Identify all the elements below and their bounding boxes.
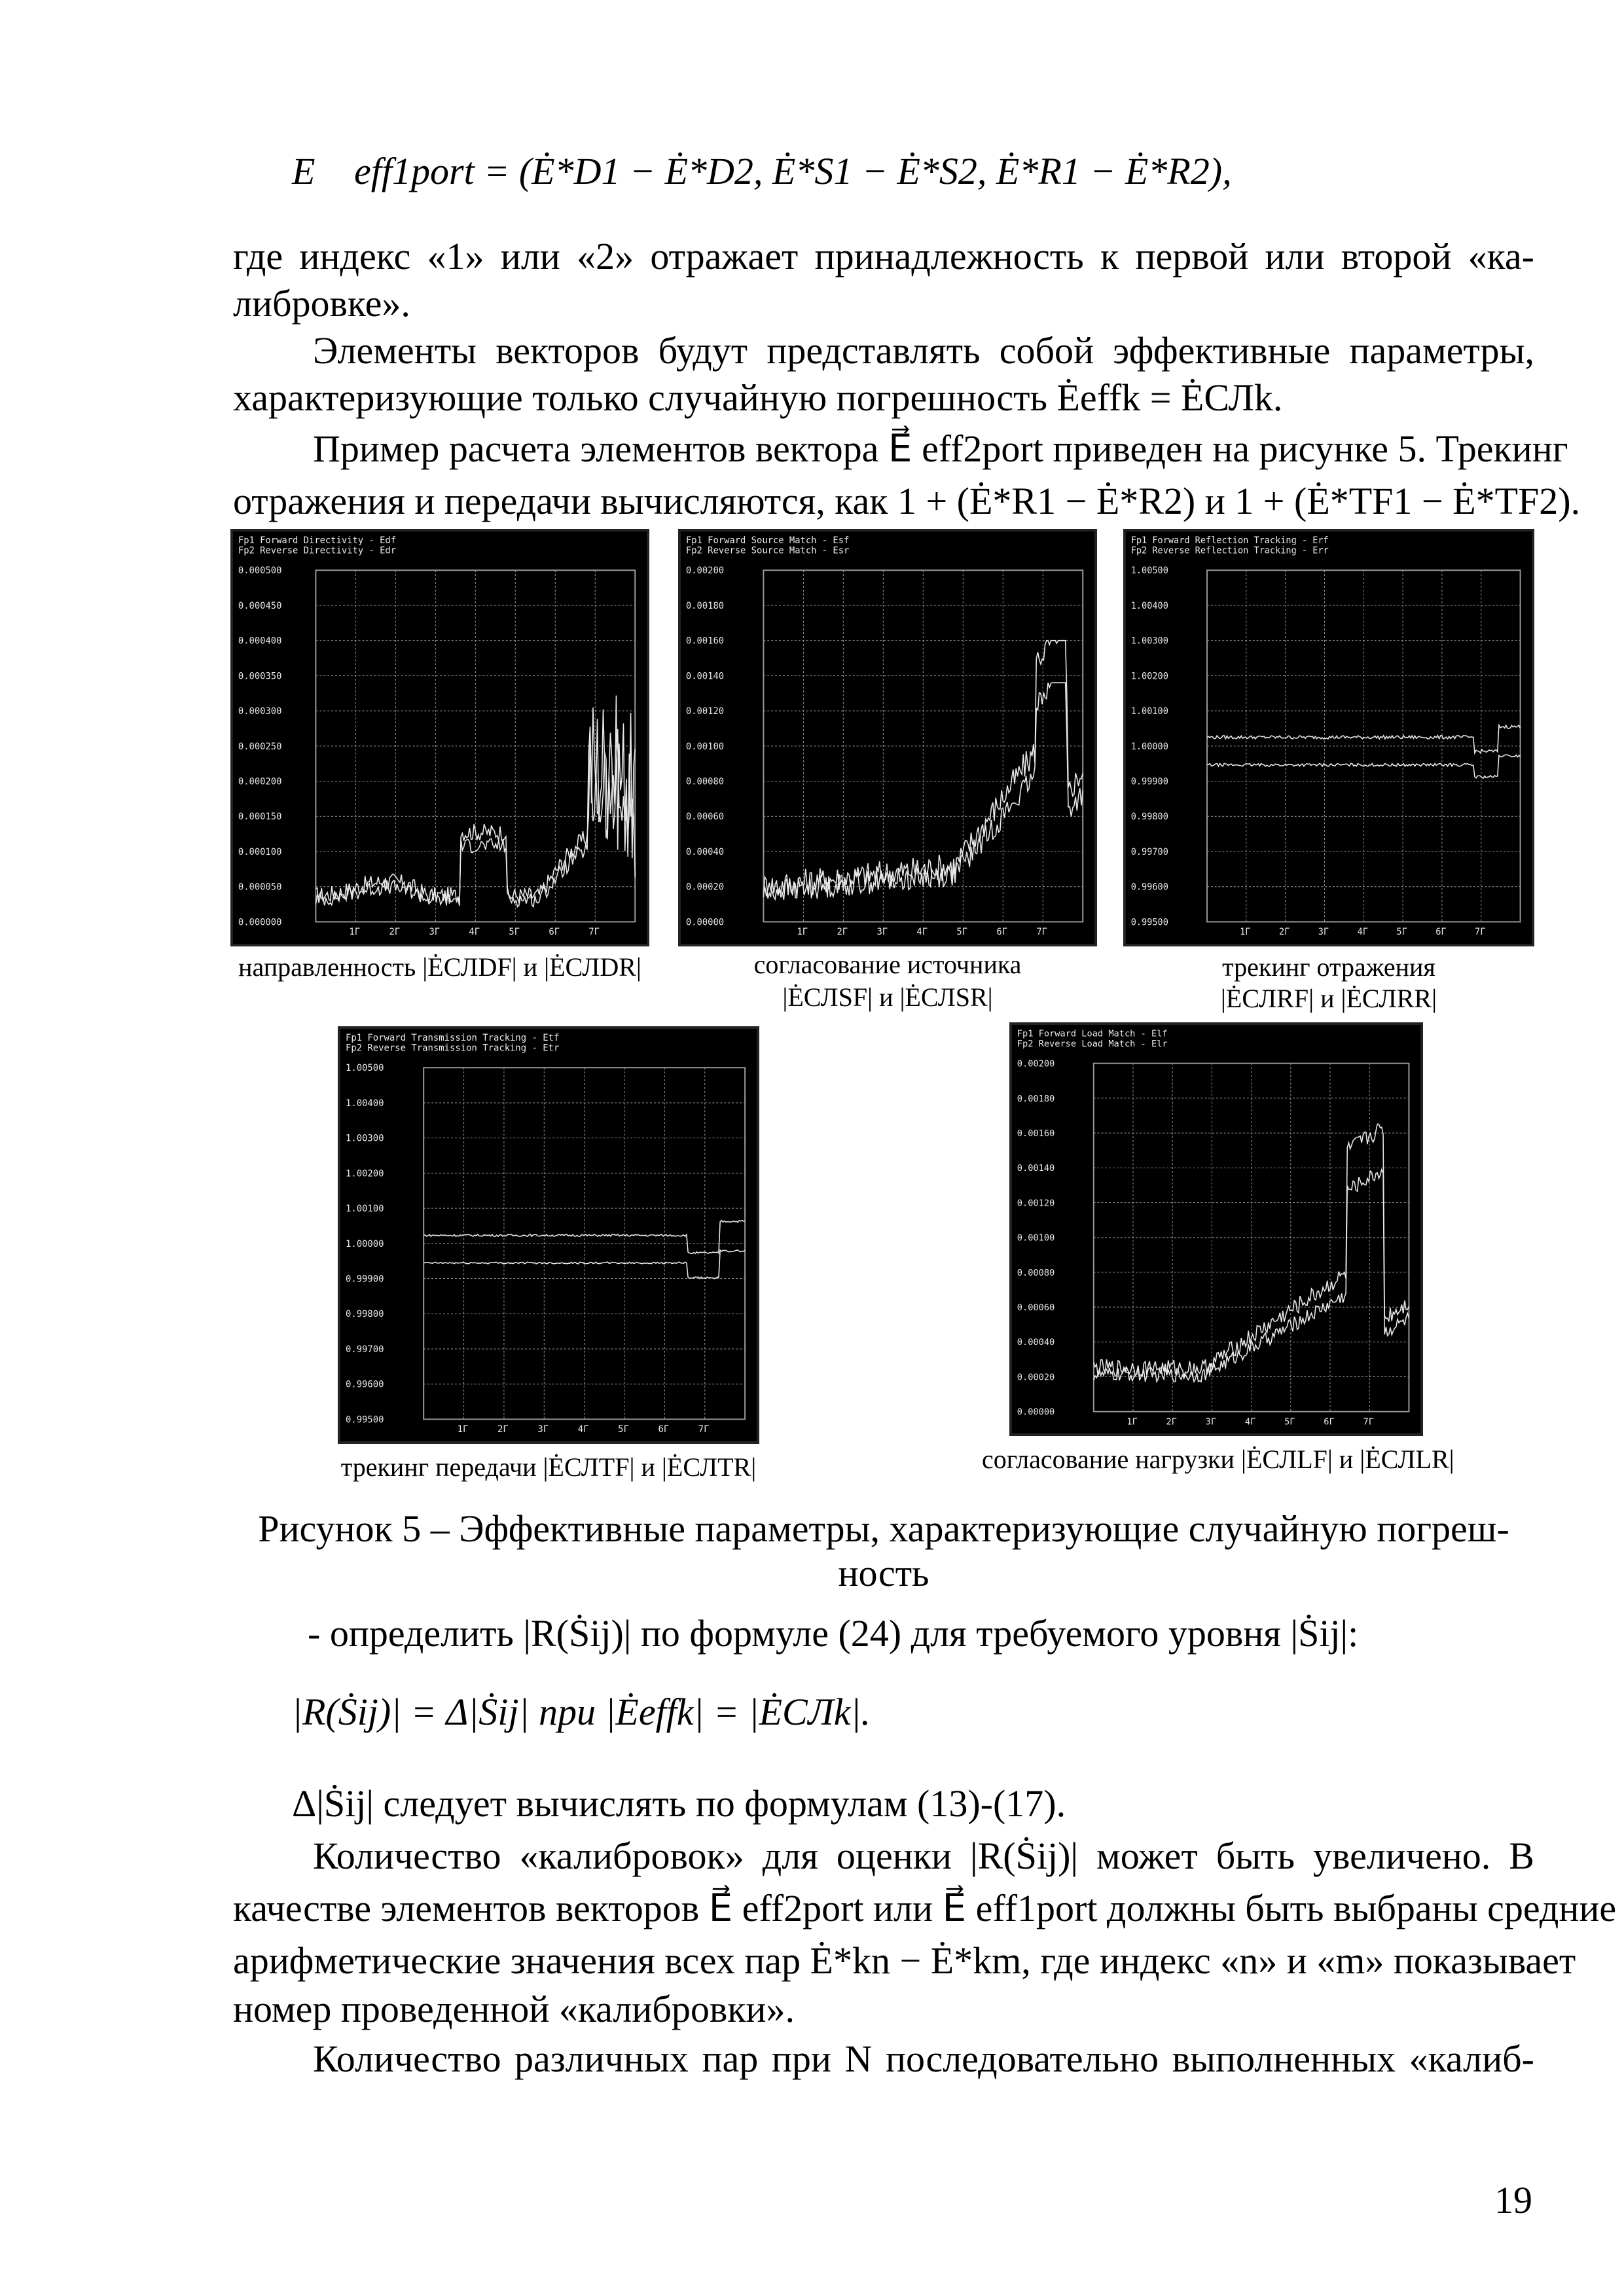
y-tick-label: 0.00100 (1017, 1232, 1055, 1244)
y-tick-label: 0.99500 (1130, 917, 1168, 928)
y-tick-label: 1.00100 (345, 1204, 384, 1215)
x-tick-label: 2Г (837, 927, 848, 938)
panel-title-2: Fp2 Reverse Reflection Tracking - Err (1130, 545, 1329, 556)
y-tick-label: 0.00160 (685, 636, 725, 647)
panel-directivity (230, 529, 649, 946)
paragraph-5: Δ|Ṡij| следует вычислять по формулам (13)-(17). (292, 1782, 1066, 1825)
trace-1 (1094, 1124, 1409, 1376)
y-tick-label: 0.99900 (345, 1274, 384, 1285)
paragraph-1-line-1: где индекс «1» или «2» отражает принадлежность к первой или второй «ка- (233, 235, 1534, 278)
paragraph-3-line-2: отражения и передачи вычисляются, как 1 + (Ė*R1 − Ė*R2) и 1 + (Ė*TF1 − Ė*TF2). (233, 480, 1581, 522)
y-tick-label: 0.99700 (345, 1344, 384, 1355)
y-tick-label: 0.00020 (685, 882, 725, 893)
y-tick-label: 0.00080 (685, 776, 725, 787)
x-tick-label: 7Г (588, 927, 600, 938)
y-tick-label: 0.00180 (685, 600, 725, 611)
equation-e1port: E⃗ eff1port = (Ė*D1 − Ė*D2, Ė*S1 − Ė*S2, Ė*R1 − Ė*R2), (292, 150, 1232, 192)
x-tick-label: 5Г (1284, 1416, 1295, 1427)
panel-title-1: Fp1 Forward Reflection Tracking - Erf (1130, 535, 1329, 546)
y-tick-label: 0.00200 (1017, 1058, 1055, 1069)
y-tick-label: 0.000300 (238, 706, 282, 717)
panel-title-1: Fp1 Forward Directivity - Edf (238, 535, 397, 546)
y-tick-label: 0.99500 (345, 1414, 384, 1426)
x-tick-label: 3Г (876, 927, 888, 938)
y-tick-label: 0.000050 (238, 882, 282, 893)
y-tick-label: 0.000000 (238, 917, 282, 928)
trace-1 (424, 1221, 745, 1254)
page-number: 19 (1494, 2179, 1532, 2221)
y-tick-label: 0.00160 (1017, 1128, 1055, 1139)
panel-title-2: Fp2 Reverse Source Match - Esr (685, 545, 850, 556)
y-tick-label: 0.00120 (685, 706, 725, 717)
x-tick-label: 7Г (1475, 927, 1486, 938)
y-tick-label: 0.99800 (1130, 812, 1168, 823)
caption-load-match: согласование нагрузки |ĖСЛLF| и |ĖСЛLR| (982, 1444, 1454, 1474)
x-tick-label: 3Г (1318, 927, 1329, 938)
y-tick-label: 1.00200 (345, 1168, 384, 1179)
caption-transmission-tracking: трекинг передачи |ĖСЛTF| и |ĖСЛTR| (340, 1452, 757, 1482)
x-tick-label: 7Г (1036, 927, 1048, 938)
y-tick-label: 1.00200 (1130, 671, 1168, 682)
paragraph-6-line-1: Количество «калибровок» для оценки |R(Ṡij)| может быть увеличено. В (313, 1835, 1534, 1877)
figure-caption-line-2: ность (838, 1552, 929, 1594)
y-tick-label: 0.00080 (1017, 1267, 1055, 1278)
x-tick-label: 3Г (1205, 1416, 1217, 1427)
y-tick-label: 0.00140 (685, 671, 725, 682)
figure-caption-line-1: Рисунок 5 – Эффективные параметры, характеризующие случайную погреш- (258, 1507, 1509, 1550)
y-tick-label: 0.000500 (238, 565, 282, 577)
y-tick-label: 0.00020 (1017, 1372, 1055, 1383)
paragraph-2-line-2: характеризующие только случайную погрешность Ėeffk = ĖСЛk. (233, 376, 1283, 419)
y-tick-label: 1.00400 (345, 1098, 384, 1109)
y-tick-label: 0.00120 (1017, 1198, 1055, 1209)
paragraph-2-line-1: Элементы векторов будут представлять собой эффективные параметры, (313, 329, 1534, 372)
y-tick-label: 0.000100 (238, 846, 282, 857)
panel-reflection-tracking (1123, 529, 1534, 946)
y-tick-label: 0.000150 (238, 812, 282, 823)
y-tick-label: 0.00060 (1017, 1302, 1055, 1314)
y-tick-label: 0.00140 (1017, 1163, 1055, 1174)
y-tick-label: 1.00000 (1130, 741, 1168, 752)
x-tick-label: 6Г (1324, 1416, 1335, 1427)
y-tick-label: 0.000200 (238, 776, 282, 787)
caption-directivity: направленность |ĖСЛDF| и |ĖСЛDR| (238, 952, 641, 982)
x-tick-label: 2Г (497, 1424, 509, 1435)
y-tick-label: 1.00500 (1130, 565, 1168, 577)
y-tick-label: 1.00300 (345, 1133, 384, 1144)
y-tick-label: 0.99600 (1130, 882, 1168, 893)
x-tick-label: 6Г (549, 927, 560, 938)
panel-source-match (678, 529, 1097, 946)
paragraph-6-line-2: качестве элементов векторов E⃗ eff2port или E⃗ eff1port должны быть выбраны средние (233, 1887, 1617, 1929)
x-tick-label: 4Г (1357, 927, 1368, 938)
y-tick-label: 1.00100 (1130, 706, 1168, 717)
y-tick-label: 0.000400 (238, 636, 282, 647)
x-tick-label: 5Г (618, 1424, 629, 1435)
x-tick-label: 6Г (1435, 927, 1447, 938)
y-tick-label: 0.00000 (1017, 1407, 1055, 1418)
caption-source-match-2: |ĖСЛSF| и |ĖСЛSR| (782, 982, 993, 1012)
x-tick-label: 4Г (469, 927, 480, 938)
equation-r-sij: |R(Ṡij)| = Δ|Ṡij| при |Ėeffk| = |ĖСЛk|. (292, 1691, 871, 1733)
x-tick-label: 4Г (916, 927, 928, 938)
y-tick-label: 0.00040 (1017, 1337, 1055, 1348)
paragraph-6-line-4: номер проведенной «калибровки». (233, 1988, 795, 2030)
y-tick-label: 1.00000 (345, 1238, 384, 1249)
x-tick-label: 5Г (1396, 927, 1407, 938)
x-tick-label: 1Г (797, 927, 808, 938)
x-tick-label: 4Г (577, 1424, 589, 1435)
panel-title-2: Fp2 Reverse Transmission Tracking - Etr (345, 1043, 560, 1054)
paragraph-3-line-1: Пример расчета элементов вектора E⃗ eff2port приведен на рисунке 5. Трекинг (313, 427, 1568, 470)
x-tick-label: 6Г (996, 927, 1008, 938)
x-tick-label: 2Г (1166, 1416, 1177, 1427)
x-tick-label: 7Г (1363, 1416, 1374, 1427)
x-tick-label: 1Г (1240, 927, 1251, 938)
caption-reflection-tracking-2: |ĖСЛRF| и |ĖСЛRR| (1220, 984, 1437, 1013)
x-tick-label: 6Г (658, 1424, 670, 1435)
x-tick-label: 5Г (509, 927, 520, 938)
y-tick-label: 0.99600 (345, 1379, 384, 1390)
paragraph-1-line-2: либровке». (233, 282, 410, 325)
y-tick-label: 0.00100 (685, 741, 725, 752)
y-tick-label: 0.99900 (1130, 776, 1168, 787)
paragraph-6-line-3: арифметические значения всех пар Ė*kn − Ė*km, где индекс «n» и «m» показывает (233, 1939, 1576, 1982)
panel-title-2: Fp2 Reverse Load Match - Elr (1017, 1039, 1168, 1050)
y-tick-label: 0.00180 (1017, 1093, 1055, 1104)
panel-transmission-tracking (338, 1026, 759, 1444)
panel-load-match (1009, 1022, 1423, 1436)
y-tick-label: 0.99700 (1130, 846, 1168, 857)
caption-reflection-tracking-1: трекинг отражения (1222, 952, 1435, 982)
paragraph-7: Количество различных пар при N последовательно выполненных «калиб- (313, 2037, 1534, 2080)
y-tick-label: 0.00060 (685, 812, 725, 823)
y-tick-label: 0.00200 (685, 565, 725, 577)
y-tick-label: 1.00400 (1130, 600, 1168, 611)
y-tick-label: 0.99800 (345, 1309, 384, 1320)
y-tick-label: 0.00000 (685, 917, 725, 928)
caption-source-match-1: согласование источника (753, 950, 1022, 979)
panel-title-1: Fp1 Forward Source Match - Esf (685, 535, 850, 546)
x-tick-label: 1Г (457, 1424, 469, 1435)
x-tick-label: 3Г (537, 1424, 549, 1435)
paragraph-4: - определить |R(Ṡij)| по формуле (24) для требуемого уровня |Ṡij|: (308, 1612, 1359, 1655)
x-tick-label: 3Г (429, 927, 441, 938)
y-tick-label: 0.000450 (238, 600, 282, 611)
y-tick-label: 0.000250 (238, 741, 282, 752)
panel-title-2: Fp2 Reverse Directivity - Edr (238, 545, 397, 556)
panel-title-1: Fp1 Forward Load Match - Elf (1017, 1028, 1168, 1039)
x-tick-label: 1Г (349, 927, 361, 938)
y-tick-label: 0.00040 (685, 846, 725, 857)
x-tick-label: 4Г (1244, 1416, 1256, 1427)
x-tick-label: 7Г (698, 1424, 710, 1435)
x-tick-label: 2Г (1278, 927, 1290, 938)
y-tick-label: 0.000350 (238, 671, 282, 682)
x-tick-label: 5Г (956, 927, 968, 938)
y-tick-label: 1.00500 (345, 1063, 384, 1074)
panel-title-1: Fp1 Forward Transmission Tracking - Etf (345, 1032, 560, 1043)
y-tick-label: 1.00300 (1130, 636, 1168, 647)
x-tick-label: 2Г (389, 927, 401, 938)
x-tick-label: 1Г (1127, 1416, 1138, 1427)
